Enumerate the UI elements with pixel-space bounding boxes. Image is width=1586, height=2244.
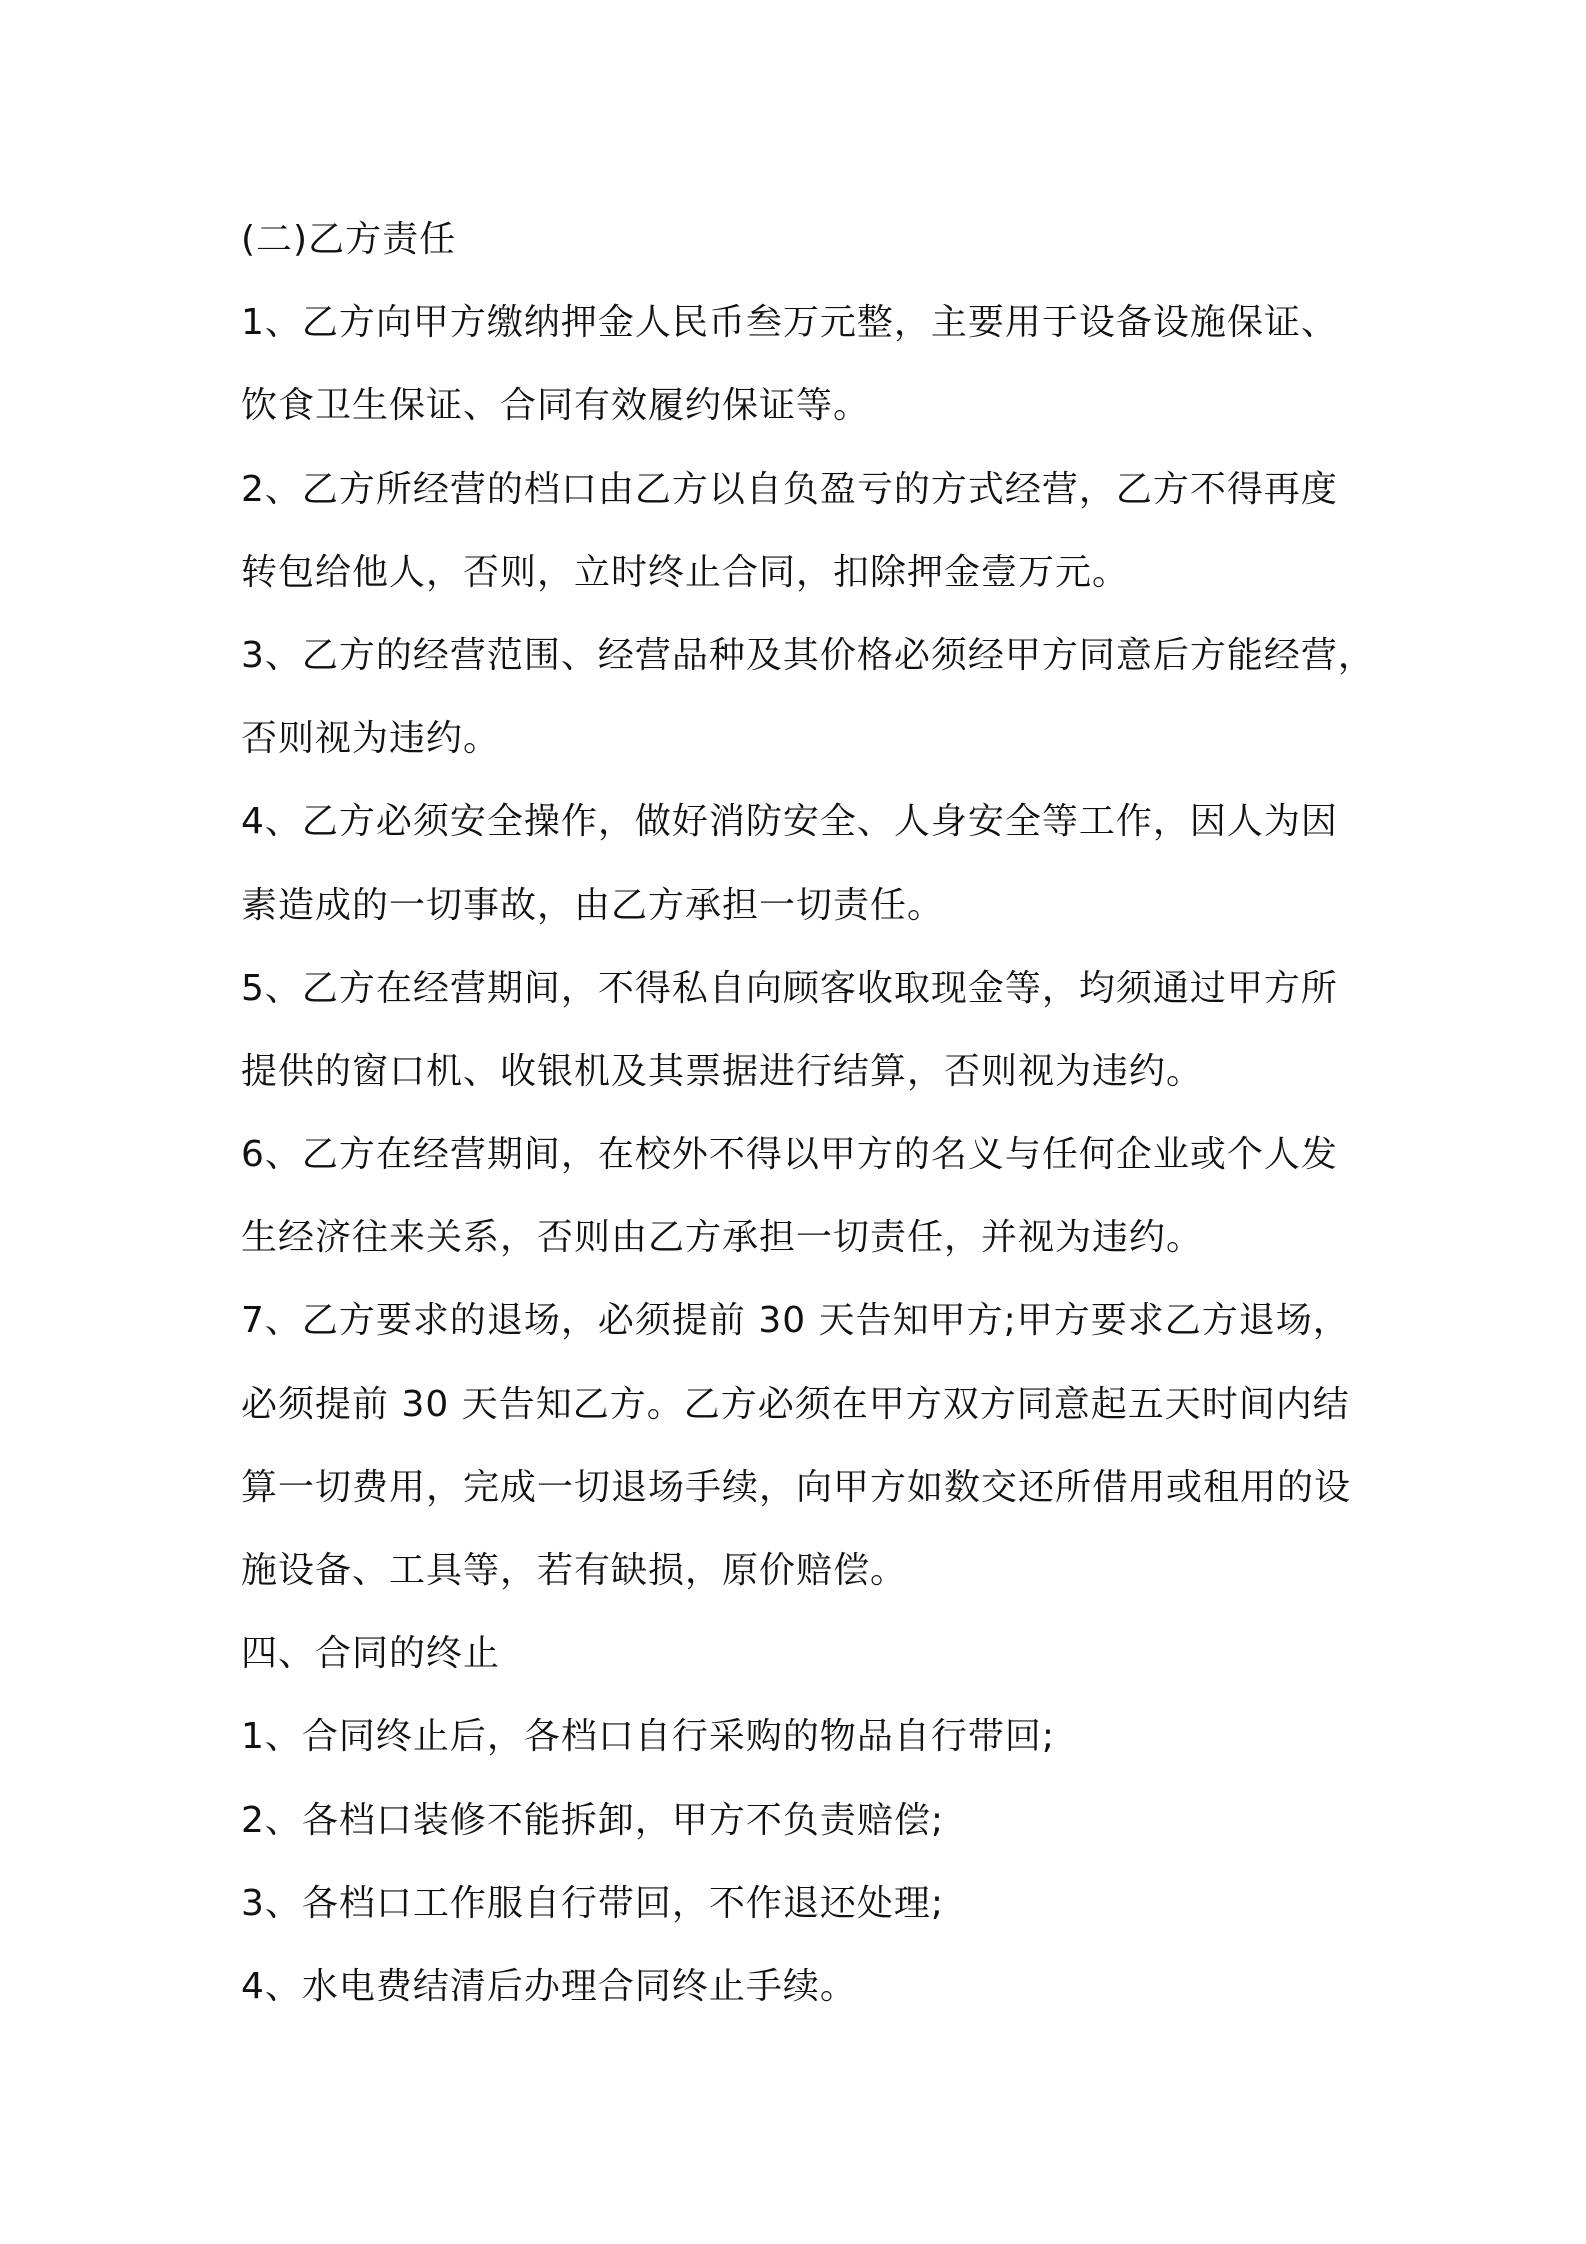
text-line: 提供的窗口机、收银机及其票据进行结算，否则视为违约。 (241, 1050, 1204, 1092)
text-line: 否则视为违约。 (241, 718, 501, 760)
text-line: 4、乙方必须安全操作，做好消防安全、人身安全等工作，因人为因 (241, 801, 1338, 843)
text-line: 饮食卫生保证、合同有效履约保证等。 (241, 385, 871, 427)
text-line: 必须提前 30 天告知乙方。乙方必须在甲方双方同意起五天时间内结 (241, 1383, 1350, 1425)
text-line: 1、乙方向甲方缴纳押金人民币叁万元整，主要用于设备设施保证、 (241, 302, 1338, 344)
text-line: 3、乙方的经营范围、经营品种及其价格必须经甲方同意后方能经营， (241, 634, 1375, 676)
text-line: 7、乙方要求的退场，必须提前 30 天告知甲方;甲方要求乙方退场， (241, 1300, 1350, 1342)
section-heading: (二)乙方责任 (241, 219, 457, 260)
text-line: 生经济往来关系，否则由乙方承担一切责任，并视为违约。 (241, 1217, 1204, 1259)
text-line: 1、合同终止后，各档口自行采购的物品自行带回; (241, 1716, 1056, 1758)
text-line: 4、水电费结清后办理合同终止手续。 (241, 1965, 857, 2007)
text-line: 素造成的一切事故，由乙方承担一切责任。 (241, 884, 945, 926)
text-line: 3、各档口工作服自行带回，不作退还处理; (241, 1882, 945, 1924)
text-line: 转包给他人，否则，立时终止合同，扣除押金壹万元。 (241, 551, 1130, 593)
text-line: 5、乙方在经营期间，不得私自向顾客收取现金等，均须通过甲方所 (241, 967, 1338, 1009)
contract-text (241, 198, 1375, 2028)
text-line: 算一切费用，完成一切退场手续，向甲方如数交还所借用或租用的设 (241, 1466, 1352, 1508)
text-line: 2、乙方所经营的档口由乙方以自负盈亏的方式经营，乙方不得再度 (241, 468, 1338, 510)
text-line: 6、乙方在经营期间，在校外不得以甲方的名义与任何企业或个人发 (241, 1134, 1338, 1176)
text-line: 施设备、工具等，若有缺损，原价赔偿。 (241, 1550, 908, 1591)
section-heading: 四、合同的终止 (241, 1633, 501, 1675)
text-line: 2、各档口装修不能拆卸，甲方不负责赔偿; (241, 1799, 945, 1841)
